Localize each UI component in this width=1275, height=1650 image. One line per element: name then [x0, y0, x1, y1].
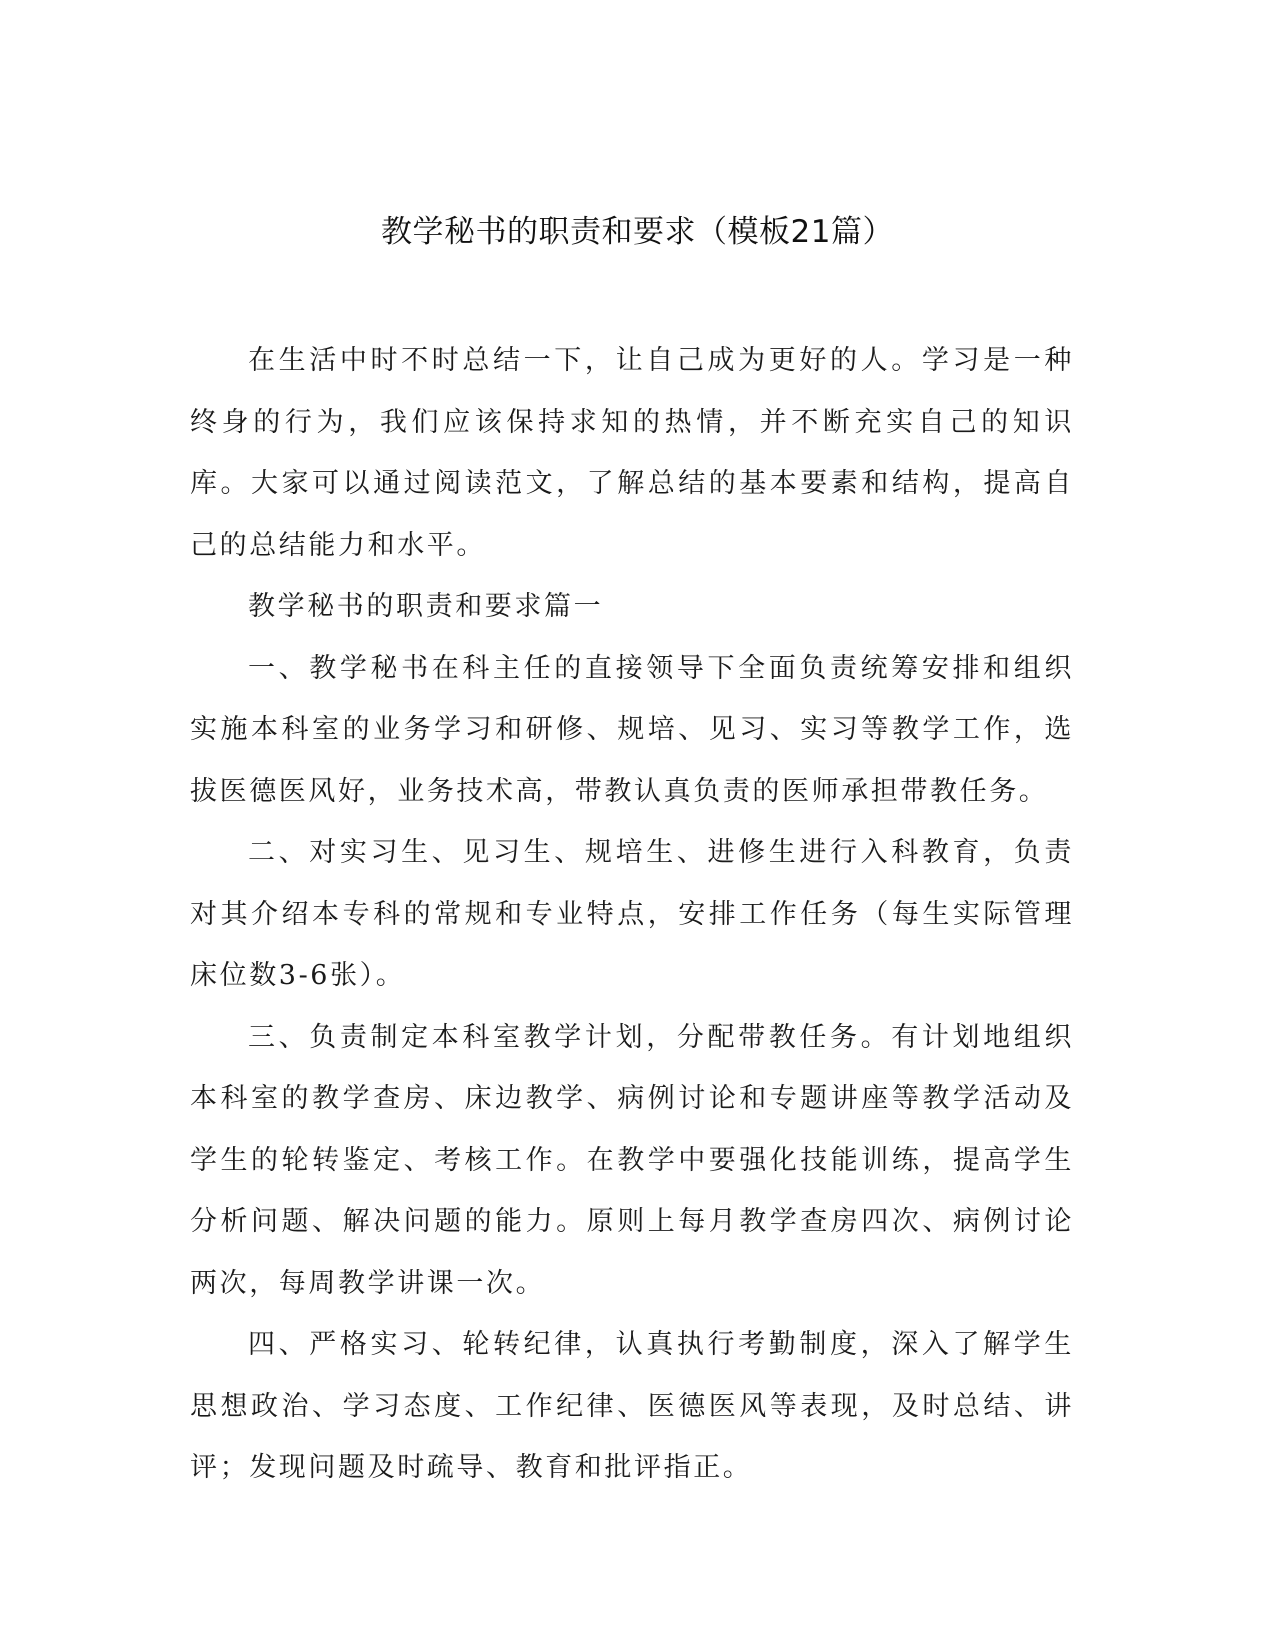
item-paragraph-3: 三、负责制定本科室教学计划，分配带教任务。有计划地组织本科室的教学查房、床边教学、病例讨论和专题讲座等教学活动及学生的轮转鉴定、考核工作。在教学中要强化技能训练，提高学生分析问题、解决问题的能力。原则上每月教学查房四次、病例讨论两次，每周教学讲课一次。: [190, 1021, 1074, 1299]
intro-paragraph: 在生活中时不时总结一下，让自己成为更好的人。学习是一种终身的行为，我们应该保持求知的热情，并不断充实自己的知识库。大家可以通过阅读范文，了解总结的基本要素和结构，提高自己的总结能力和水平。: [190, 345, 1074, 561]
section-heading: 教学秘书的职责和要求篇一: [248, 591, 604, 622]
document-body: [190, 330, 1074, 1499]
document-title: 教学秘书的职责和要求（模板21篇）: [381, 214, 894, 250]
item-paragraph-4: 四、严格实习、轮转纪律，认真执行考勤制度，深入了解学生思想政治、学习态度、工作纪律、医德医风等表现，及时总结、讲评；发现问题及时疏导、教育和批评指正。: [190, 1329, 1074, 1483]
item-paragraph-2: 二、对实习生、见习生、规培生、进修生进行入科教育，负责对其介绍本专科的常规和专业特点，安排工作任务（每生实际管理床位数3-6张）。: [190, 837, 1074, 991]
item-paragraph-1: 一、教学秘书在科主任的直接领导下全面负责统筹安排和组织实施本科室的业务学习和研修、规培、见习、实习等教学工作，选拔医德医风好，业务技术高，带教认真负责的医师承担带教任务。: [190, 652, 1074, 807]
